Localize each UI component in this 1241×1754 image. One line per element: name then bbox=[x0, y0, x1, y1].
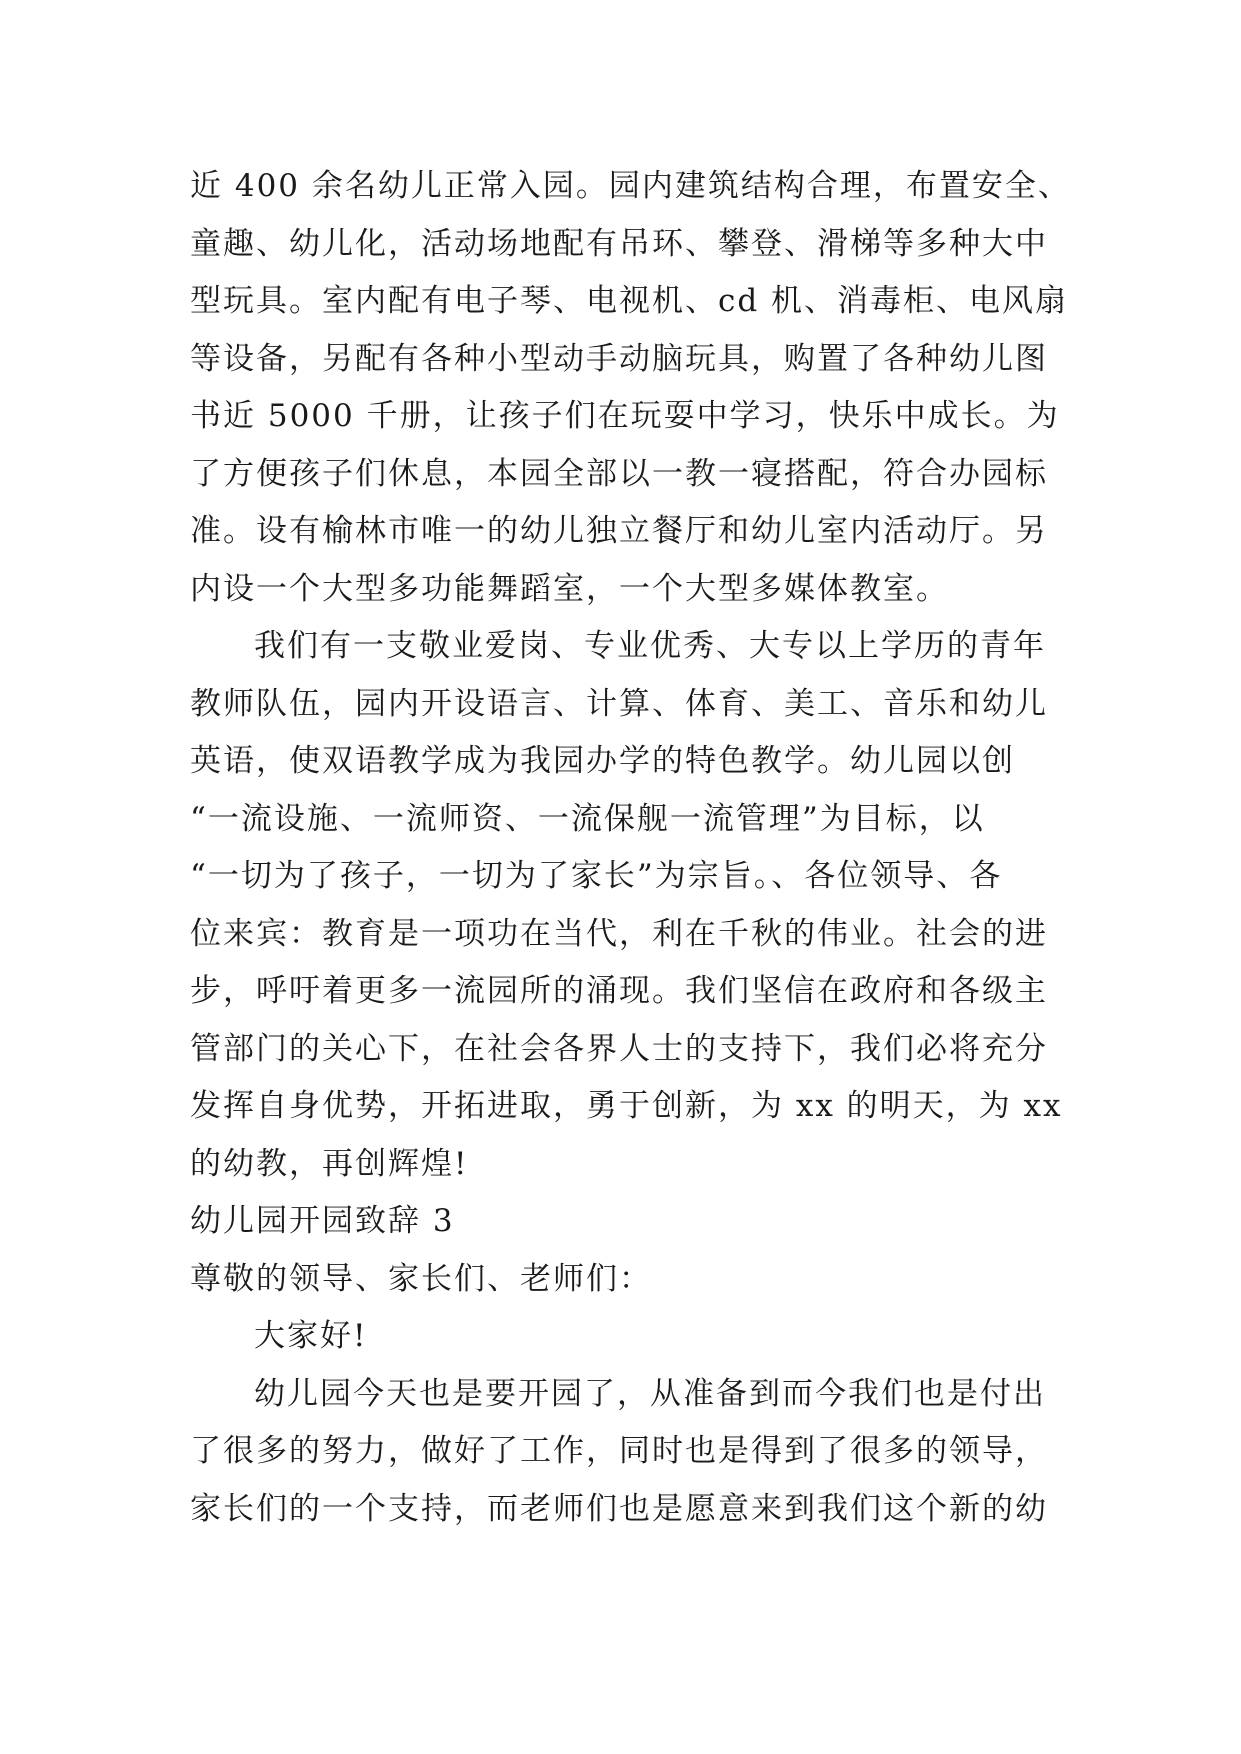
text-line: 近 400 余名幼儿正常入园。园内建筑结构合理，布置安全、 bbox=[190, 168, 1071, 204]
text-line: 英语，使双语教学成为我园办学的特色教学。幼儿园以创 bbox=[190, 743, 1015, 779]
text-line: “一切为了孩子，一切为了家长”为宗旨。、各位领导、各 bbox=[190, 858, 1003, 894]
text-line: 内设一个大型多功能舞蹈室，一个大型多媒体教室。 bbox=[190, 570, 949, 607]
text-line: 童趣、幼儿化，活动场地配有吊环、攀登、滑梯等多种大中 bbox=[190, 225, 1048, 262]
text-line: 我们有一支敬业爱岗、专业优秀、大专以上学历的青年 bbox=[254, 628, 1046, 664]
text-line: 幼儿园开园致辞 3 bbox=[190, 1203, 455, 1239]
text-line: 了方便孩子们休息，本园全部以一教一寝搭配，符合办园标 bbox=[190, 455, 1048, 492]
text-line: 家长们的一个支持，而老师们也是愿意来到我们这个新的幼 bbox=[190, 1490, 1048, 1527]
text-line: 的幼教，再创辉煌! bbox=[190, 1145, 469, 1182]
text-line: 大家好! bbox=[254, 1318, 368, 1354]
text-line: 书近 5000 千册，让孩子们在玩耍中学习，快乐中成长。为 bbox=[190, 398, 1060, 434]
text-line: 了很多的努力，做好了工作，同时也是得到了很多的领导， bbox=[190, 1433, 1048, 1469]
text-line: 型玩具。室内配有电子琴、电视机、cd 机、消毒柜、电风扇 bbox=[190, 283, 1069, 319]
text-line: 发挥自身优势，开拓进取，勇于创新，为 xx 的明天，为 xx bbox=[190, 1088, 1063, 1124]
text-line: 尊敬的领导、家长们、老师们： bbox=[190, 1260, 652, 1297]
text-line: 管部门的关心下，在社会各界人士的支持下，我们必将充分 bbox=[190, 1030, 1048, 1067]
text-line: 等设备，另配有各种小型动手动脑玩具，购置了各种幼儿图 bbox=[190, 340, 1048, 377]
text-line: “一流设施、一流师资、一流保舰一流管理”为目标，以 bbox=[190, 800, 985, 837]
text-line: 位来宾：教育是一项功在当代，利在千秋的伟业。社会的进 bbox=[190, 915, 1048, 952]
text-line: 准。设有榆林市唯一的幼儿独立餐厅和幼儿室内活动厅。另 bbox=[190, 513, 1048, 549]
text-line: 教师队伍，园内开设语言、计算、体育、美工、音乐和幼儿 bbox=[190, 685, 1048, 722]
text-line: 幼儿园今天也是要开园了，从准备到而今我们也是付出 bbox=[254, 1375, 1046, 1412]
document-body bbox=[190, 158, 1110, 1538]
text-line: 步，呼吁着更多一流园所的涌现。我们坚信在政府和各级主 bbox=[190, 973, 1048, 1009]
